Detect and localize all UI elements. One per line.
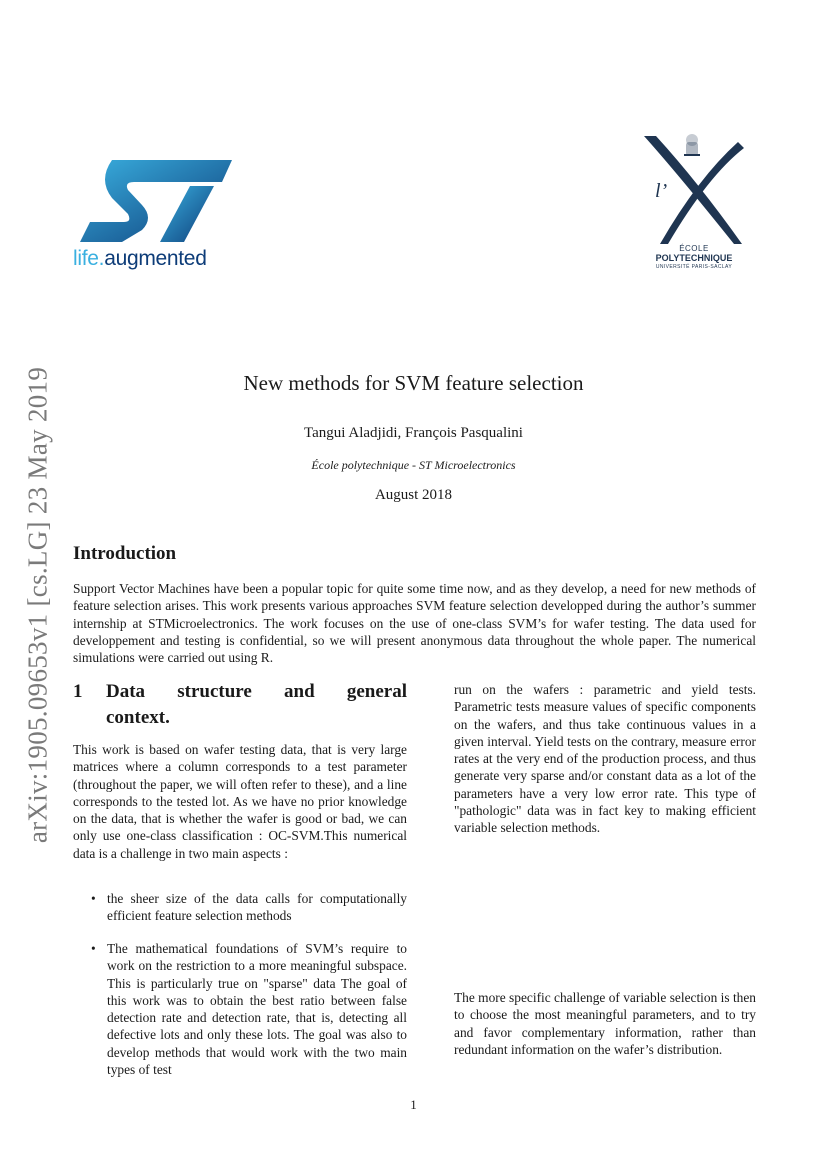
introduction-body: Support Vector Machines have been a popular topic for quite some time now, and as they develop, a need for new methods of feature selection arises. This work presents various approaches SVM feature selection developped during the author’s summer internship at STMicroelectronics. The work focuses on the use of one-class SVM’s for wafer testing. The data used for developpement and testing is confidential, so we will present anonymous data throughout the whole paper. The numerical simulations were carried out using R. xyxy=(73,581,756,666)
polytechnique-line2: POLYTECHNIQUE xyxy=(655,253,733,263)
list-item xyxy=(91,890,407,925)
section-1-right-paragraph-2: The more specific challenge of variable selection is then to choose the most meaningful parameters, and to try and favor complementary information, rather than redundant information on the wafer’s distribution. xyxy=(454,990,756,1057)
polytechnique-line1: ÉCOLE xyxy=(679,244,709,253)
list-item-text: the sheer size of the data calls for computationally efficient feature selection methods xyxy=(107,891,407,924)
introduction-heading: Introduction xyxy=(73,543,177,564)
polytechnique-l-prefix: l’ xyxy=(655,180,668,202)
paper-title: New methods for SVM feature selection xyxy=(243,371,584,395)
arxiv-stamp-text: arXiv:1905.09653v1 [cs.LG] 23 May 2019 xyxy=(22,366,53,844)
section-1-paragraph: This work is based on wafer testing data, that is very large matrices where a column corresponds to a test parameter (throughout the paper, we will often refer to these), and a line corresponds to the tested lot. As we have no prior knowledge on the data, that is whether the wafer is good or bad, we can only use one-class classification : OC-SVM.This numerical data is a challenge in two main aspects : xyxy=(73,742,407,861)
section-1-heading-line2: context. xyxy=(106,707,170,728)
section-1-number: 1 xyxy=(73,681,83,702)
paper-date: August 2018 xyxy=(374,487,453,503)
list-item xyxy=(91,940,407,1078)
polytechnique-line3: UNIVERSITÉ PARIS-SACLAY xyxy=(655,264,733,270)
paper-authors: Tangui Aladjidi, François Pasqualini xyxy=(304,425,523,441)
page-number: 1 xyxy=(410,1097,417,1112)
bullet-dot: • xyxy=(91,941,96,956)
section-1-heading xyxy=(73,679,407,731)
st-tagline-life: life. xyxy=(73,247,105,270)
section-1-heading-line1: Data structure and general xyxy=(106,681,407,702)
st-tagline xyxy=(73,247,207,271)
st-logo-mark xyxy=(72,150,252,250)
list-item-text: The mathematical foundations of SVM’s require to work on the restriction to a more meaningful subspace. This is particularly true on "sparse" data The goal of this work was to obtain the best ratio between false detection rate and detection rate, that is, detecting all defective lots and only these lots. The goal was also to develop methods that would work with the two main types of test xyxy=(107,941,407,1078)
paper-affiliation: École polytechnique - ST Microelectronics xyxy=(311,458,516,472)
bullet-dot: • xyxy=(91,891,96,906)
section-1-right-paragraph: run on the wafers : parametric and yield tests. Parametric tests measure values of specific components on the wafers, and thus take continuous values in a given interval. Yield tests on the contrary, measure error rates at the very end of the production process, and thus generate very sparse and/or constant data as a lot of the parameters have a very low error rate. This type of "pathologic" data was in fact key to making efficient variable selection methods. xyxy=(454,682,756,836)
st-tagline-augmented: augmented xyxy=(104,247,207,270)
